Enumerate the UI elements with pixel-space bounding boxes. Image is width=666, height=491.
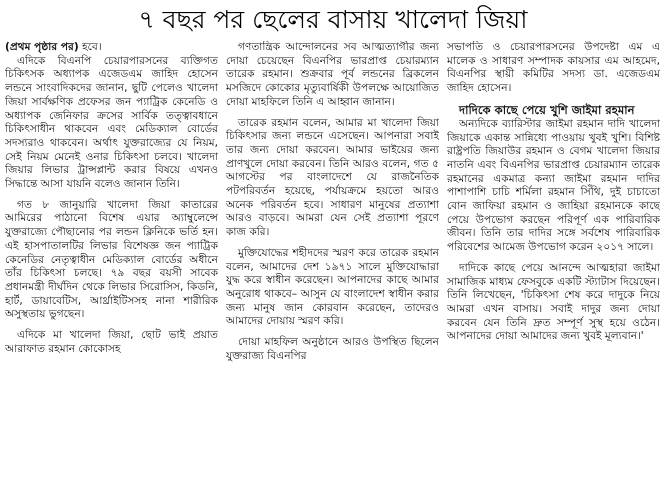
paragraph-text: হবে। [78,41,102,53]
paragraph-gap [447,255,660,262]
paragraph: দাদিকে কাছে পেয়ে আনন্দে আত্মহারা জাইমা সামাজিক মাধ্যম ফেসবুকে একটি স্ট্যাটাস দিয়েছেন। তিনি লিখেছেন, 'চিকিৎসা শেষ করে দাদুকে নিয়ে আমরা এখন বাসায়। সবাই দাদুর জন্য দোয়া করবেন যেন তিনি দ্রুত সম্পূর্ণ সুস্থ হয়ে ওঠেন। আপনাদের দোয়া আমাদের জন্য খুবই মূল্যবান।' [447,261,660,343]
paragraph: মুক্তিযোদ্ধের শহীদদের স্মরণ করে তারেক রহমান বলেন, আমাদের দেশ ১৯৭১ সালে মুক্তিযোদ্ধারা যুদ্ধ করে স্বাধীন করেছেন। আপনাদের কাছে আমার অনুরোধ থাকবে– আসুন যে বাংলাদেশ স্বাধীন করার জন্য মানুষ জান কোরবান করেছেন, তাদেরও আমাদের দোয়ায় স্মরণ করি। [226,246,439,328]
headline: ৭ বছর পর ছেলের বাসায় খালেদা জিয়া [138,5,528,34]
paragraph-gap [5,322,218,329]
paragraph [5,41,218,55]
paragraph: তারেক রহমান বলেন, আমার মা খালেদা জিয়া চিকিৎসার জন্য লন্ডনে এসেছেন। আপনারা সবাই তার জন্য দোয়া করবেন। আমার ভাইয়ের জন্য প্রাণখুলে দোয়া করবেন। তিনি আরও বলেন, গত ৫ আগস্টের পর বাংলাদেশে যে রাজনৈতিক পটপরিবর্তন হয়েছে, পর্যায়ক্রমে হয়তো আরও অনেক পরিবর্তন হবে। সাধারণ মানুষের প্রত্যাশা আরও বাড়বে। আমরা যেন সেই প্রত্যাশা পূরণে কাজ করি। [226,116,439,239]
paragraph-gap [226,329,439,336]
paragraph-gap [226,110,439,117]
paragraph-gap [447,96,660,103]
paragraph: অন্যদিকে ব্যারিস্টার জাইমা রহমান দাদি খালেদা জিয়াকে একান্ত সান্নিধ্যে পাওয়ায় খুবই খুশি। বিশিষ্ট রাষ্ট্রপতি জিয়াউর রহমান ও বেগম খালেদা জিয়ার নাতনি এবং বিএনপির ভারপ্রাপ্ত চেয়ারম্যান তারেক রহমানের একমাত্র কন্যা জাইমা রহমান দাদির পাশাপাশি চাচি শর্মিলা রহমান সিঁথি, দুই চাচাতো বোন জাফিয়া রহমান ও জাহিয়া রহমানকে কাছে পেয়ে উপভোগ করছেন পরিপূর্ণ এক পারিবারিক জীবন। তিনি তার দাদির সঙ্গে সর্বশেষ পারিবারিক পরিবেশের আমেজ উপভোগ করেন ২০১৭ সালে। [447,117,660,254]
paragraph: গত ৮ জানুয়ারি খালেদা জিয়া কাতারের আমিরের পাঠানো বিশেষ এয়ার অ্যাম্বুলেন্সে যুক্তরাজ্যে পৌছানোর পর লন্ডন ক্লিনিকে ভর্তি হন। এই হাসপাতালটির লিভার বিশেষজ্ঞ জন প্যাট্রিক কেনেডির নেতৃত্বাধীন মেডিক্যাল বোর্ডের অধীনে তাঁর চিকিৎসা চলছে। ৭৯ বছর বয়সী সাবেক প্রধানমন্ত্রী দীর্ঘদিন থেকে লিভার সিরোসিস, কিডনি, হার্ট, ডায়াবেটিস, আর্থ্রাইটিসসহ নানা শারীরিক অসুস্থতায় ভুগছেন। [5,198,218,321]
paragraph: সভাপতি ও চেয়ারপারসনের উপদেষ্টা এম এ মালেক ও সাধারণ সম্পাদক কায়সার এম আহমেদ, বিএনপির স্থায়ী কমিটির সদস্য ডা. এজেডএম জাহিদ হোসেন। [447,41,660,95]
paragraph: গণতান্ত্রিক আন্দোলনের সব আত্মত্যাগীর জন্য দোয়া চেয়েছেন বিএনপির ভারপ্রাপ্ত চেয়ারম্যান তারেক রহমান। শুক্রবার পূর্ব লন্ডনের ব্রিকলেন মসজিদে কোকোর মৃত্যুবার্ষিকী উপলক্ষে আয়োজিত দোয়া মাহফিলে তিনি এ আহ্বান জানান। [226,41,439,108]
subheading: দাদিকে কাছে পেয়ে খুশি জাইমা রহমান [459,102,635,117]
paragraph: দোয়া মাহফিল অনুষ্ঠানে আরও উপস্থিত ছিলেন যুক্তরাজ্য বিএনপির [226,336,439,362]
paragraph-gap [5,192,218,199]
article-columns [5,41,661,488]
continuation-lead: (প্রথম পৃষ্ঠার পর) [5,41,79,53]
paragraph-gap [226,240,439,247]
paragraph: এদিকে মা খালেদা জিয়া, ছোট ভাই প্রয়াত আরাফাত রহমান কোকোসহ [5,329,218,355]
column-2 [226,41,439,488]
column-1 [5,41,218,488]
paragraph: এদিকে বিএনপি চেয়ারপারসনের ব্যক্তিগত চিকিৎসক অধ্যাপক এজেডএম জাহিদ হোসেন লন্ডনে সাংবাদিকদের জানান, ছুটি পেলেও খালেদা জিয়া সার্বক্ষণিক প্রফেসর জন প্যাট্রিক কেনেডি ও অধ্যাপক জেনিফার ক্রসের সার্বিক তত্ত্বাবধানে চিকিৎসাধীন থাকবেন এবং মেডিক্যাল বোর্ডের সদস্যরাও থাকবেন। অর্থাৎ যুক্তরাজ্যের যে নিয়ম, সেই নিয়ম মেনেই ওনার চিকিৎসা চলবে। খালেদা জিয়ার লিভার ট্রান্সপ্লান্ট করার বিষয়ে এখনও সিদ্ধান্তে আসা যায়নি বলেও জানান তিনি। [5,54,218,191]
column-3 [447,41,660,488]
